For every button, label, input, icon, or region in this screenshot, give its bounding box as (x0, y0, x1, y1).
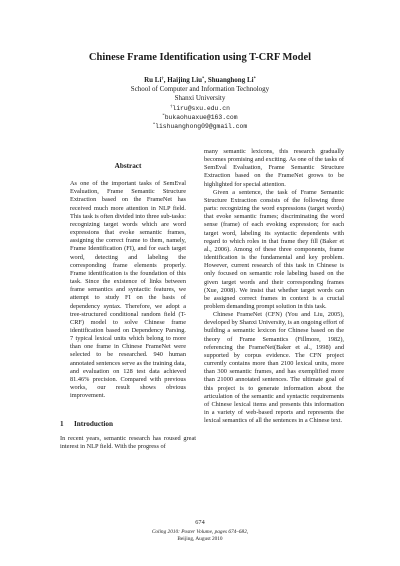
affiliation: School of Computer and Information Technology (130, 85, 270, 94)
email-line (0, 122, 400, 131)
author-name: Haijing Liu (167, 76, 203, 84)
location-line: Beijing, August 2010 (177, 535, 223, 542)
email-line (0, 104, 400, 113)
page-footer (0, 520, 400, 542)
page-number: 674 (195, 519, 205, 526)
author-mark: * (253, 75, 256, 81)
section-number: 1 (60, 420, 64, 429)
author-names (0, 76, 400, 85)
abstract-text: As one of the important tasks of SemEval Evaluation, Frame Semantic Structure Extraction based on the FrameNet has received much more attention in NLP field. This task is often divided into three sub-tasks: recognizing target words which are word expressions that evoke semantic frames, assigning the correct frame to them, namely, Frame Identification (FI), and for each target word, detecting and labeling the corresponding frame elements properly. Frame identification is the foundation of this task. Since the existence of links between frame semantics and syntactic features, we attempt to study FI on the basis of dependency syntax. Therefore, we adopt a tree-structured conditional random field (T-CRF) model to solve Chinese frame identification based on Dependency Parsing. 7 typical lexical units which belong to more than one frame in Chinese FrameNet were selected to be researched. 940 human annotated sentences serve as the training data, and evaluation on 128 test data achieved 81.46% precision. Compared with previous works, our result shows obvious improvement. (70, 180, 186, 400)
email-address[interactable]: lishuanghong09@gmail.com (155, 123, 248, 131)
body-paragraph: Given a sentence, the task of Frame Semantic Structure Extraction consists of the following three parts: recognizing the word expressions (target words) that evoke semantic frames; discriminating the word sense (frame) of each evoking expression; for each target word, labeling its syntactic dependents with regard to which roles in that frame they fill (Baker et al., 2006). Among of these three components, frame identification is the fundamental and key problem. However, current research of this task in Chinese is only focused on semantic role labeling based on the given target words and their corresponding frames (Xue, 2008). We insist that whether target words can be assigned correct frames in context is a crucial problem demanding prompt solution in this task. (204, 188, 344, 310)
email-mark: † (170, 103, 173, 109)
author-separator: , (204, 76, 208, 84)
author-name: Shuanghong Li (207, 76, 254, 84)
university: Shanxi University (174, 94, 226, 103)
section-heading (60, 420, 196, 428)
paper-title: Chinese Frame Identification using T-CRF Model (88, 52, 312, 63)
email-address[interactable]: bukaohuaxue@163.com (164, 113, 238, 121)
abstract-heading: Abstract (114, 162, 142, 170)
author-name: Ru Li (144, 76, 162, 84)
body-paragraph: Chinese FrameNet (CFN) (You and Liu, 2005), developed by Shanxi University, is an ongoing effort of building a semantic lexicon for Chinese based on the theory of Frame Semantics (Fillmore, 1982), referencing the FrameNet(Baker et al., 1998) and supported by corpus evidence. The CFN project currently contains more than 2100 lexical units, more than 300 semantic frames, and has exemplified more than 21000 annotated sentences. The ultimate goal of this project is to generate information about the articulation of the semantic and syntactic requirements of Chinese lexical items and presents this information in a variety of web-based reports and represents the lexical semantics of all the sentences in a Chinese text. (204, 311, 344, 425)
body-paragraph: In recent years, semantic research has roused great interest in NLP field. With the progress of (60, 434, 196, 450)
author-separator: , (163, 76, 168, 84)
section-title: Introduction (74, 420, 114, 429)
author-mark: * (202, 75, 205, 81)
email-line (0, 113, 400, 122)
left-column (60, 148, 196, 451)
email-mark: * (162, 112, 165, 118)
right-column (204, 148, 344, 425)
body-paragraph: many semantic lexicons, this research gradually becomes promising and exciting. As one of the tasks of SemEval Evaluation, Frame Semantic Structure Extraction based on the FrameNet grows to be highlighted for special attention. (204, 148, 344, 188)
venue-line: Coling 2010: Poster Volume, pages 674–682, (151, 528, 249, 535)
email-address[interactable]: liru@sxu.edu.cn (172, 104, 230, 112)
author-block (0, 76, 400, 131)
email-mark: * (152, 121, 156, 127)
author-mark: † (161, 75, 164, 81)
